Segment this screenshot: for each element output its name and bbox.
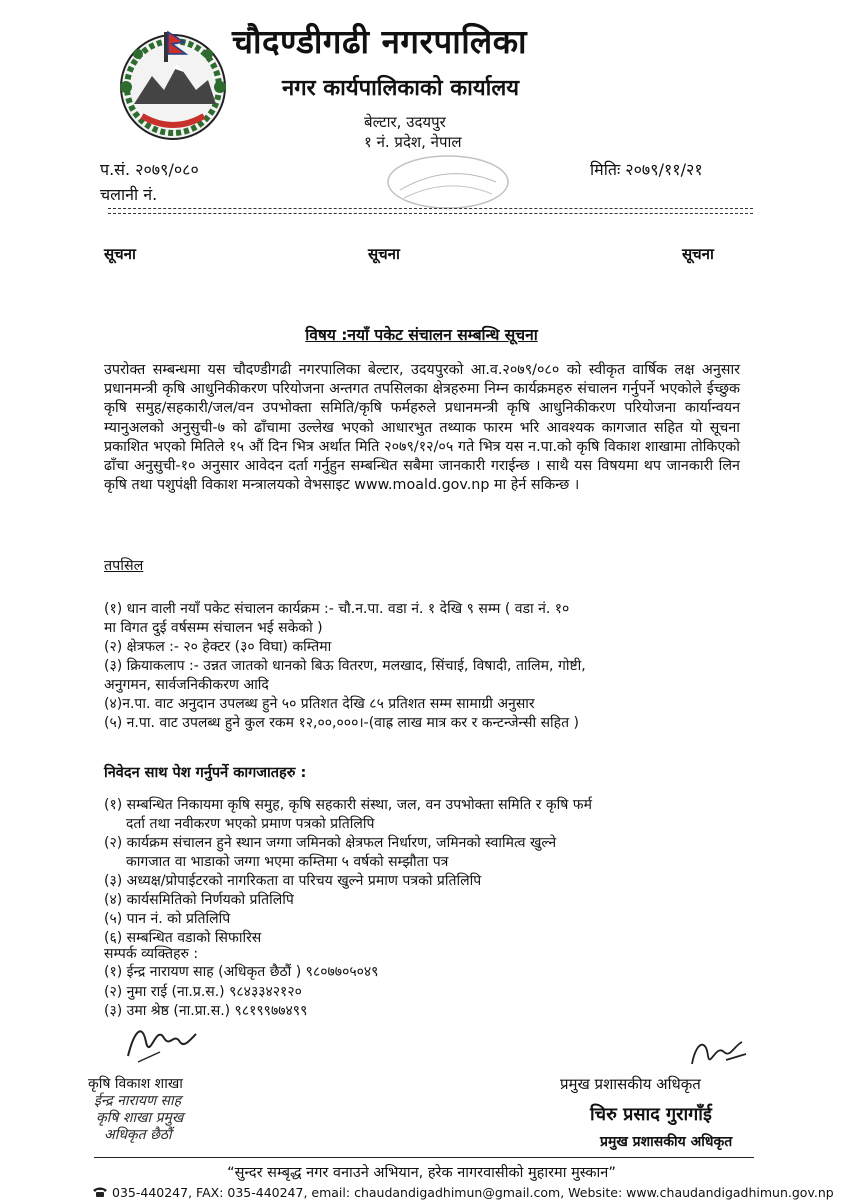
- notice-heading: सूचना: [368, 245, 400, 263]
- schedule-item: [104, 657, 754, 695]
- right-signatory-name: चिरु प्रसाद गुरागाँई: [590, 1104, 712, 1125]
- document-item: [104, 796, 754, 834]
- schedule-item-line: (१) धान वाली नयाँ पकेट संचालन कार्यक्रम :- चौ.न.पा. वडा नं. १ देखि ९ सम्म ( वडा नं. १०: [104, 601, 570, 617]
- footer-contact-text: 035-440247, FAX: 035-440247, email: chaudandigadhimun@gmail.com, Website: www.chaudandigadhimun.gov.np: [112, 1185, 834, 1200]
- office-name: नगर कार्यपालिकाको कार्यालय: [282, 76, 519, 101]
- header-divider: [108, 208, 753, 209]
- notice-heading: सूचना: [682, 245, 714, 263]
- schedule-heading: तपसिल: [104, 558, 144, 574]
- document-item: [104, 929, 754, 948]
- left-signatory-stamp: कृषि शाखा प्रमुख: [96, 1110, 184, 1126]
- body-paragraph: उपरोक्त सम्बन्धमा यस चौदण्डीगढी नगरपालिका बेल्टार, उदयपुरको आ.व.२०७९/०८० को स्वीकृत वार्षिक लक्ष अनुसार प्रधानमन्त्री कृषि आधुनिकीकरण परियोजना अन्तगत तपसिलका क्षेत्रहरुमा निम्न कार्यक्रमहरु संचालन गर्नुपर्ने भएकोले ईच्छुक कृषि समुह/सहकारी/जल/वन उपभोक्ता समिति/कृषि फर्महरुले प्रधानमन्त्री कृषि आधुनिकीकरण परियोजना कार्यान्वयन म्यानुअलको अनुसुची-७ को ढाँचामा उल्लेख भएको आधारभुत तथ्याक फारम भरि आवश्यक कागजात सहित यो सूचना प्रकाशित भएको मितिले १५ औं दिन भित्र अर्थात मिति २०७९/१२/०५ गते भित्र यस न.पा.को कृषि विकाश शाखामा तोकिएको ढाँचा अनुसुची-१० अनुसार आवेदन दर्ता गर्नुहुन सम्बन्धित सबैमा जानकारी गराईन्छ । साथै यस विषयमा थप जानकारी लिन कृषि तथा पशुपंक्षी विकाश मन्त्रालयको वेभसाइट www.moald.gov.np मा हेर्न सकिन्छ ।: [104, 362, 740, 494]
- address-block: [364, 112, 462, 152]
- left-signatory-name: ईन्द्र नारायण साह: [94, 1093, 182, 1109]
- address-line: बेल्टार, उदयपुर: [364, 113, 446, 131]
- left-signatory-block: [88, 1076, 183, 1144]
- document-item-line: (६) सम्बन्धित वडाको सिफारिस: [104, 930, 262, 946]
- documents-list: [104, 796, 754, 948]
- documents-heading: निवेदन साथ पेश गर्नुपर्ने कागजातहरु :: [104, 765, 307, 781]
- subject-line: [0, 323, 843, 345]
- footer-motto: “सुन्दर सम्बृद्ध नगर वनाउने अभियान, हरेक नागरवासीको मुहारमा मुस्कान”: [227, 1165, 616, 1181]
- document-item-line: (१) सम्बन्धित निकायमा कृषि समुह, कृषि सहकारी संस्था, जल, वन उपभोक्ता समिति र कृषि फर्म: [104, 797, 592, 813]
- footer-divider: [94, 1157, 754, 1158]
- schedule-item-line: मा विगत दुई वर्षसम्म संचालन भई सकेको ): [104, 620, 323, 636]
- contact-person: (१) ईन्द्र नारायण साह (अधिकृत छैठौं ) ९८०७७०५०४९: [104, 964, 379, 980]
- schedule-item: [104, 638, 754, 657]
- contacts-heading: सम्पर्क व्यक्तिहरु :: [104, 946, 199, 962]
- schedule-item-line: अनुगमन, सार्वजनिकीकरण आदि: [104, 677, 269, 693]
- issue-date: मितिः २०७९/११/२१: [590, 160, 703, 179]
- municipality-emblem-icon: [112, 24, 234, 146]
- schedule-item-line: (४)न.पा. वाट अनुदान उपलब्ध हुने ५० प्रतिशत देखि ८५ प्रतिशत सम्म सामाग्री अनुसार: [104, 696, 535, 712]
- right-signatory-title: प्रमुख प्रशासकीय अधिकृत: [560, 1075, 701, 1093]
- document-item-line: (४) कार्यसमितिको निर्णयको प्रतिलिपि: [104, 892, 294, 908]
- footer-contact-line: [92, 1185, 834, 1200]
- right-signature-mark: [686, 1034, 750, 1074]
- phone-icon: [92, 1186, 108, 1198]
- schedule-item-line: (५) न.पा. वाट उपलब्ध हुने कुल रकम १२,००,०००।-(वाह्र लाख मात्र कर र कन्टन्जेन्सी सहित ): [104, 715, 579, 731]
- left-signatory-title: कृषि विकाश शाखा: [88, 1076, 183, 1092]
- schedule-list: [104, 600, 754, 733]
- document-item: [104, 834, 754, 872]
- right-signatory-stamp: प्रमुख प्रशासकीय अधिकृत: [600, 1134, 733, 1150]
- address-line: १ नं. प्रदेश, नेपाल: [364, 133, 462, 151]
- schedule-item-line: (३) क्रियाकलाप :- उन्नत जातको धानको बिऊ वितरण, मलखाद, सिंचाई, विषादी, तालिम, गोष्टी,: [104, 658, 586, 674]
- schedule-item: [104, 600, 754, 638]
- document-item: [104, 872, 754, 891]
- reference-number: प.सं. २०७९/०८०: [100, 160, 199, 179]
- left-signatory-stamp: अधिकृत छैठौं: [104, 1127, 172, 1143]
- organization-name: चौदण्डीगढी नगरपालिका: [232, 22, 528, 61]
- schedule-item-line: (२) क्षेत्रफल :- २० हेक्टर (३० विघा) कम्तिमा: [104, 639, 332, 655]
- subject-text: विषय :नयाँ पकेट संचालन सम्बन्धि सूचना: [305, 326, 538, 344]
- left-signature-mark: [120, 1012, 200, 1068]
- contact-person: (२) नुमा राई (ना.प्र.स.) ९८४३३४२१२०: [104, 983, 302, 1000]
- document-item-line: (५) पान नं. को प्रतिलिपि: [104, 911, 231, 927]
- contact-person: (३) उमा श्रेष्ठ (ना.प्रा.स.) ९८१९९७७४९९: [104, 1003, 308, 1019]
- notice-heading: सूचना: [104, 245, 136, 263]
- schedule-item: [104, 695, 754, 714]
- office-stamp-mark: [380, 152, 516, 212]
- schedule-item: [104, 714, 754, 733]
- header-divider: [108, 213, 753, 214]
- document-item-line: कागजात वा भाडाको जग्गा भएमा कम्तिमा ५ वर्षको सम्झौता पत्र: [126, 854, 449, 870]
- document-item: [104, 891, 754, 910]
- document-item-line: दर्ता तथा नवीकरण भएको प्रमाण पत्रको प्रतिलिपि: [126, 816, 375, 832]
- document-item: [104, 910, 754, 929]
- dispatch-number: चलानी नं.: [100, 185, 158, 204]
- document-item-line: (२) कार्यक्रम संचालन हुने स्थान जग्गा जमिनको क्षेत्रफल निर्धारण, जमिनको स्वामित्व खुल्ने: [104, 835, 557, 851]
- document-item-line: (३) अध्यक्ष/प्रोपाईटरको नागरिकता वा परिचय खुल्ने प्रमाण पत्रको प्रतिलिपि: [104, 873, 482, 889]
